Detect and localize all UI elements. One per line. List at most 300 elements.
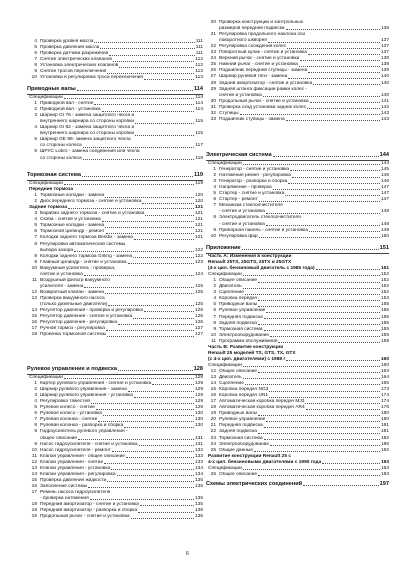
entry-number: 20 — [210, 417, 216, 423]
entry-title: Клапан управления - общее описание — [40, 453, 125, 459]
toc-entry[interactable] — [27, 381, 203, 387]
toc-entry[interactable] — [206, 99, 389, 105]
entry-number: 8 — [34, 63, 37, 69]
entry-page: 146 — [380, 173, 389, 179]
toc-entry[interactable] — [27, 405, 203, 411]
dot-leader — [273, 156, 379, 157]
entry-title: Рулевая колонка - разборка и сборка — [40, 423, 124, 429]
section-page: 128 — [193, 366, 203, 372]
toc-entry[interactable] — [27, 490, 203, 496]
entry-title: Проверка давления масла — [40, 45, 100, 51]
dot-leader — [242, 249, 379, 250]
dot-leader — [144, 79, 194, 80]
entry-title: Ступицы — [219, 110, 239, 116]
toc-entry[interactable] — [27, 308, 203, 314]
dot-leader — [77, 90, 193, 91]
entry-title: Приводной вал - снятие — [40, 101, 94, 107]
toc-entry[interactable] — [206, 203, 389, 209]
toc-entry[interactable] — [27, 411, 203, 417]
entry-number: 4 — [213, 296, 216, 302]
entry-page: 136 — [194, 514, 203, 520]
toc-entry[interactable] — [27, 69, 203, 75]
toc-entry[interactable] — [206, 315, 389, 321]
entry-number: 2 — [34, 107, 37, 113]
toc-entry[interactable] — [206, 436, 389, 442]
toc-entry[interactable] — [27, 149, 203, 155]
entry-title: Шарнир GE 86- замена защитного чехла — [40, 137, 131, 143]
toc-entry[interactable] — [27, 454, 203, 460]
toc-entry[interactable] — [27, 107, 203, 113]
entry-page: 146 — [380, 179, 389, 185]
toc-entry[interactable] — [27, 508, 203, 514]
toc-entry[interactable] — [206, 423, 389, 429]
dot-leader — [258, 415, 380, 416]
toc-entry[interactable] — [206, 375, 389, 381]
dot-leader — [128, 391, 194, 392]
dot-leader — [109, 55, 194, 56]
toc-entry[interactable] — [27, 423, 203, 429]
entry-number: 16 — [31, 483, 37, 489]
toc-entry[interactable] — [206, 308, 389, 314]
entry-title: Регулировка схождения колес — [219, 44, 287, 50]
dot-leader — [270, 336, 380, 337]
section-brakes[interactable] — [27, 172, 203, 178]
dot-leader — [108, 305, 194, 306]
section-title: Приложение — [206, 245, 241, 251]
section-page: 151 — [379, 245, 389, 251]
dot-leader — [286, 120, 380, 121]
toc-entry[interactable] — [206, 442, 389, 448]
toc-entry[interactable] — [206, 87, 389, 93]
toc-entry[interactable] — [27, 229, 203, 235]
dot-leader — [286, 29, 380, 30]
dot-leader — [105, 227, 194, 228]
toc-entry[interactable] — [206, 81, 389, 87]
toc-entry[interactable] — [27, 484, 203, 490]
subsection-title: Спецификации — [29, 375, 63, 380]
entry-title: Скоба - снятие и установка — [40, 217, 101, 223]
toc-entry[interactable] — [27, 235, 203, 241]
subsection-title: Спецификации — [208, 465, 242, 471]
entry-title: Задняя штанга фиксации рамки колес - — [219, 86, 308, 92]
entry-title: - проверка натяжения — [40, 496, 89, 501]
toc-entry[interactable] — [206, 472, 389, 478]
entry-title: размеров передней подвески — [219, 26, 285, 32]
section-page: 144 — [379, 152, 389, 158]
toc-entry[interactable] — [206, 333, 389, 339]
toc-entry[interactable] — [27, 472, 203, 478]
entry-title: Вакуумный усилитель - проверка, — [40, 265, 116, 271]
dot-leader — [290, 170, 380, 171]
entry-title: Проверка конструкции и контрольных — [219, 20, 304, 25]
toc-entry[interactable] — [27, 332, 203, 338]
entry-page: 125 — [194, 283, 203, 289]
dot-leader — [133, 318, 194, 319]
toc-entry[interactable] — [27, 143, 203, 149]
toc-entry[interactable] — [206, 179, 389, 185]
entry-number: 21 — [210, 32, 216, 38]
entry-number: 9 — [34, 69, 37, 75]
toc-entry[interactable] — [206, 105, 389, 111]
dot-leader — [264, 318, 380, 319]
toc-entry[interactable] — [27, 326, 203, 332]
toc-entry[interactable] — [27, 45, 203, 51]
toc-entry[interactable] — [206, 387, 389, 393]
dot-leader — [104, 463, 194, 464]
dot-leader — [269, 397, 380, 398]
dot-leader — [316, 269, 380, 270]
entry-number: 10 — [31, 265, 37, 271]
entry-page: 120 — [194, 193, 203, 199]
part-c-line2[interactable] — [206, 460, 389, 465]
toc-entry[interactable] — [206, 209, 389, 215]
subsection-page: 160 — [380, 356, 389, 362]
toc-entry[interactable] — [27, 63, 203, 69]
toc-entry[interactable] — [206, 234, 389, 240]
entry-number: 1 — [34, 101, 37, 107]
entry-page: 159 — [380, 338, 389, 344]
toc-entry[interactable] — [27, 478, 203, 484]
toc-entry[interactable] — [27, 296, 203, 302]
dot-leader — [107, 336, 194, 337]
dot-leader — [117, 475, 194, 476]
entry-page: 136 — [194, 508, 203, 514]
entry-number: 1 — [213, 167, 216, 173]
entry-title: Регулировка фар — [219, 233, 258, 239]
dot-leader — [133, 257, 194, 258]
section-wiring[interactable] — [206, 481, 389, 487]
entry-number: 12 — [31, 289, 37, 295]
toc-entry[interactable] — [27, 290, 203, 296]
dot-leader — [259, 237, 380, 238]
toc-entry[interactable] — [27, 496, 203, 502]
toc-entry[interactable] — [27, 211, 203, 217]
toc-entry[interactable] — [27, 199, 203, 205]
toc-entry[interactable] — [27, 387, 203, 393]
toc-entry[interactable] — [27, 131, 203, 137]
entry-number: 10 — [210, 233, 216, 239]
toc-entry[interactable] — [27, 429, 203, 435]
toc-entry[interactable] — [27, 101, 203, 107]
entry-title: внутреннего шарнира со стороны коробки — [40, 119, 135, 125]
entry-number: 24 — [210, 56, 216, 62]
entry-number: 5 — [213, 302, 216, 308]
toc-entry[interactable] — [27, 75, 203, 81]
entry-number: 6 — [34, 51, 37, 57]
dot-leader — [102, 221, 194, 222]
toc-entry[interactable] — [206, 321, 389, 327]
toc-entry[interactable] — [206, 111, 389, 117]
toc-entry[interactable] — [206, 93, 389, 99]
toc-entry[interactable] — [27, 254, 203, 260]
toc-entry[interactable] — [27, 266, 203, 272]
entry-page: 117 — [195, 143, 203, 149]
toc-entry[interactable] — [206, 448, 389, 454]
entry-number: 8 — [34, 423, 37, 429]
subsection-page: 128 — [194, 375, 203, 380]
toc-entry[interactable] — [27, 217, 203, 223]
subsection-title: Спецификации — [208, 272, 242, 278]
toc-entry[interactable] — [27, 502, 203, 508]
toc-entry[interactable] — [27, 242, 203, 248]
toc-entry[interactable] — [206, 429, 389, 435]
specs-part-b[interactable] — [206, 363, 389, 368]
entry-number: 6 — [34, 411, 37, 417]
dot-leader — [258, 282, 380, 283]
toc-entry[interactable] — [206, 284, 389, 290]
entry-page: 140 — [380, 92, 389, 98]
specs-electrical[interactable] — [206, 161, 389, 166]
dot-leader — [113, 61, 194, 62]
toc-entry[interactable] — [206, 44, 389, 50]
entry-page: 181 — [380, 429, 389, 435]
dot-leader — [243, 275, 380, 276]
toc-entry[interactable] — [27, 460, 203, 466]
entry-number: 26 — [210, 68, 216, 74]
rear-brakes-heading[interactable] — [27, 205, 203, 210]
toc-entry[interactable] — [206, 26, 389, 32]
entry-page: 131 — [194, 441, 203, 447]
entry-number: 25 — [210, 447, 216, 453]
dot-leader — [258, 300, 380, 301]
toc-entry[interactable] — [27, 436, 203, 442]
entry-page: 155 — [380, 320, 389, 326]
toc-entry[interactable] — [206, 411, 389, 417]
entry-page: 124 — [194, 271, 203, 277]
toc-entry[interactable] — [27, 125, 203, 131]
entry-page: 131 — [194, 435, 203, 441]
subsection-page: 144 — [380, 161, 389, 166]
entry-page: 180 — [380, 417, 389, 423]
toc-entry[interactable] — [27, 248, 203, 254]
toc-entry[interactable] — [27, 448, 203, 454]
entry-page: 148 — [380, 221, 389, 227]
toc-entry[interactable] — [206, 290, 389, 296]
entry-title: Рулевое управление — [219, 308, 266, 314]
entry-number: 9 — [34, 259, 37, 265]
part-a-line1: Часть A: Изменения в конструкции — [208, 254, 292, 259]
toc-entry[interactable] — [27, 417, 203, 423]
toc-entry[interactable] — [206, 173, 389, 179]
entry-title: Задняя подвеска — [219, 320, 257, 326]
toc-entry[interactable] — [27, 223, 203, 229]
toc-entry[interactable] — [206, 399, 389, 405]
entry-title: Регулировка продольного наклона оси — [219, 32, 306, 38]
toc-entry[interactable] — [206, 296, 389, 302]
toc-entry[interactable] — [206, 56, 389, 62]
toc-entry[interactable] — [27, 320, 203, 326]
toc-entry[interactable] — [206, 167, 389, 173]
entry-page: 112 — [195, 57, 203, 63]
dot-leader — [258, 324, 380, 325]
section-steering[interactable] — [27, 366, 203, 372]
entry-number: 19 — [210, 411, 216, 417]
entry-number: 26 — [210, 471, 216, 477]
toc-entry[interactable] — [27, 399, 203, 405]
toc-entry[interactable] — [27, 39, 203, 45]
toc-entry[interactable] — [27, 442, 203, 448]
entry-page: 145 — [380, 167, 389, 173]
dot-leader — [140, 505, 194, 506]
entry-title: Регулятор давления - проверка и регулировка — [40, 308, 144, 314]
toc-entry[interactable] — [206, 197, 389, 203]
entry-title: - снятие и установка — [219, 221, 265, 227]
entry-number: 5 — [34, 223, 37, 229]
dot-leader — [145, 215, 194, 216]
entry-page: 134 — [194, 465, 203, 471]
entry-page: 122 — [194, 253, 203, 259]
toc-entry[interactable] — [206, 393, 389, 399]
dot-leader — [300, 60, 380, 61]
entry-title: Насос гидроусилителя - снятие и установка — [40, 441, 138, 447]
entry-title: Проверка давления жидкости — [40, 477, 107, 483]
entry-number: 19 — [31, 514, 37, 520]
dot-leader — [118, 370, 193, 371]
dot-leader — [266, 421, 380, 422]
dot-leader — [310, 102, 380, 103]
toc-entry[interactable] — [206, 405, 389, 411]
entry-page: 140 — [380, 80, 389, 86]
section-title: Тормозная система — [27, 172, 81, 178]
specs-part-a[interactable] — [206, 272, 389, 277]
toc-entry[interactable] — [206, 38, 389, 44]
entry-page: 129 — [194, 399, 203, 405]
entry-title: Коробка передач UN1 — [219, 393, 269, 399]
dot-leader — [107, 73, 194, 74]
entry-title: Рулевое управление — [219, 417, 266, 423]
toc-entry[interactable] — [206, 417, 389, 423]
entry-title: Возвратный клапан - замена — [40, 289, 105, 295]
entry-number: 4 — [34, 39, 37, 44]
part-a-line3[interactable] — [206, 266, 389, 271]
entry-number: 3 — [213, 290, 216, 296]
toc-entry[interactable] — [27, 284, 203, 290]
specs-steering[interactable] — [27, 375, 203, 380]
toc-entry[interactable] — [206, 369, 389, 375]
entry-page: 173 — [380, 387, 389, 393]
toc-entry[interactable] — [206, 68, 389, 74]
entry-title: Тормозная система — [219, 326, 263, 332]
subsection-page: 114 — [195, 95, 203, 100]
toc-entry[interactable] — [206, 185, 389, 191]
section-appendix[interactable] — [206, 245, 389, 251]
toc-entry[interactable] — [206, 62, 389, 68]
toc-entry[interactable] — [27, 393, 203, 399]
dot-leader — [112, 451, 194, 452]
toc-entry[interactable] — [27, 514, 203, 520]
toc-entry[interactable] — [206, 117, 389, 123]
entry-page: 115 — [195, 131, 203, 137]
dot-leader — [94, 104, 194, 105]
toc-entry[interactable] — [206, 278, 389, 284]
entry-title: Программа обслуживания — [219, 338, 278, 344]
entry-title: Электрооборудование — [219, 441, 270, 447]
toc-entry[interactable] — [27, 314, 203, 320]
toc-entry[interactable] — [27, 57, 203, 63]
entry-title: Электрооборудование — [219, 332, 270, 338]
entry-page: 176 — [380, 405, 389, 411]
entry-page: 143 — [380, 110, 389, 116]
toc-entry[interactable] — [27, 119, 203, 125]
toc-entry[interactable] — [206, 215, 389, 221]
toc-entry[interactable] — [206, 20, 389, 26]
entry-number: 15 — [31, 314, 37, 320]
entry-page: 147 — [380, 185, 389, 191]
section-page: 119 — [193, 172, 203, 178]
entry-title: Регулировка автоматической системы — [40, 241, 126, 247]
entry-title: Задний амортизатор - снятие и установка — [219, 80, 313, 86]
entry-title: Стартер - снятие и установка — [219, 191, 285, 197]
section-page: 114 — [193, 86, 203, 92]
toc-entry[interactable] — [206, 74, 389, 80]
toc-entry[interactable] — [206, 339, 389, 345]
toc-entry[interactable] — [27, 51, 203, 57]
dot-leader — [285, 195, 380, 196]
toc-entry[interactable] — [206, 327, 389, 333]
entry-title: Приводные валы — [219, 411, 258, 417]
entry-number: 32 — [210, 110, 216, 116]
toc-entry[interactable] — [27, 260, 203, 266]
toc-entry[interactable] — [27, 137, 203, 143]
subsection-page: 121 — [194, 205, 203, 211]
part-b-line3[interactable] — [206, 357, 389, 362]
toc-entry[interactable] — [27, 272, 203, 278]
dot-leader — [124, 427, 194, 428]
entry-title: Ручной тормоз - регулировка — [40, 326, 105, 332]
toc-entry[interactable] — [206, 50, 389, 56]
dot-leader — [258, 372, 380, 373]
toc-entry[interactable] — [206, 302, 389, 308]
entry-number: 33 — [210, 116, 216, 122]
dot-leader — [243, 378, 380, 379]
toc-entry[interactable] — [206, 32, 389, 38]
subsection-title: Спецификации — [208, 161, 242, 166]
entry-page: 126 — [194, 320, 203, 326]
entry-title: Генератор - разборка и сборка — [219, 179, 288, 185]
section-electrical[interactable] — [206, 152, 389, 158]
dot-leader — [308, 54, 380, 55]
toc-entry[interactable] — [206, 222, 389, 228]
entry-page: 122 — [194, 247, 203, 253]
toc-entry[interactable] — [27, 278, 203, 284]
entry-page: 121 — [194, 223, 203, 229]
entry-number: 5 — [34, 45, 37, 51]
dot-leader — [142, 203, 194, 204]
entry-number: 13 — [31, 295, 37, 301]
specs-part-c[interactable] — [206, 466, 389, 471]
toc-entry[interactable] — [27, 302, 203, 308]
toc-entry[interactable] — [206, 228, 389, 234]
entry-number: 18 — [31, 508, 37, 514]
subsection-title: Спецификации — [29, 181, 63, 186]
entry-title: - снятие и установка — [219, 209, 265, 215]
section-drive-shafts[interactable] — [27, 86, 203, 92]
toc-entry[interactable] — [27, 113, 203, 119]
entry-title: Автоматическая коробка передач AR4 — [219, 405, 305, 411]
subsection-page: 160 — [380, 362, 389, 368]
dot-leader — [245, 384, 380, 385]
toc-entry[interactable] — [27, 193, 203, 199]
specs-drive[interactable] — [27, 95, 203, 100]
dot-leader — [84, 287, 194, 288]
toc-entry[interactable] — [27, 466, 203, 472]
toc-entry[interactable] — [206, 381, 389, 387]
specs-brakes[interactable] — [27, 181, 203, 186]
toc-entry[interactable] — [27, 156, 203, 162]
entry-number: 2 — [213, 173, 216, 179]
toc-entry[interactable] — [206, 191, 389, 197]
entry-page: 121 — [194, 229, 203, 235]
